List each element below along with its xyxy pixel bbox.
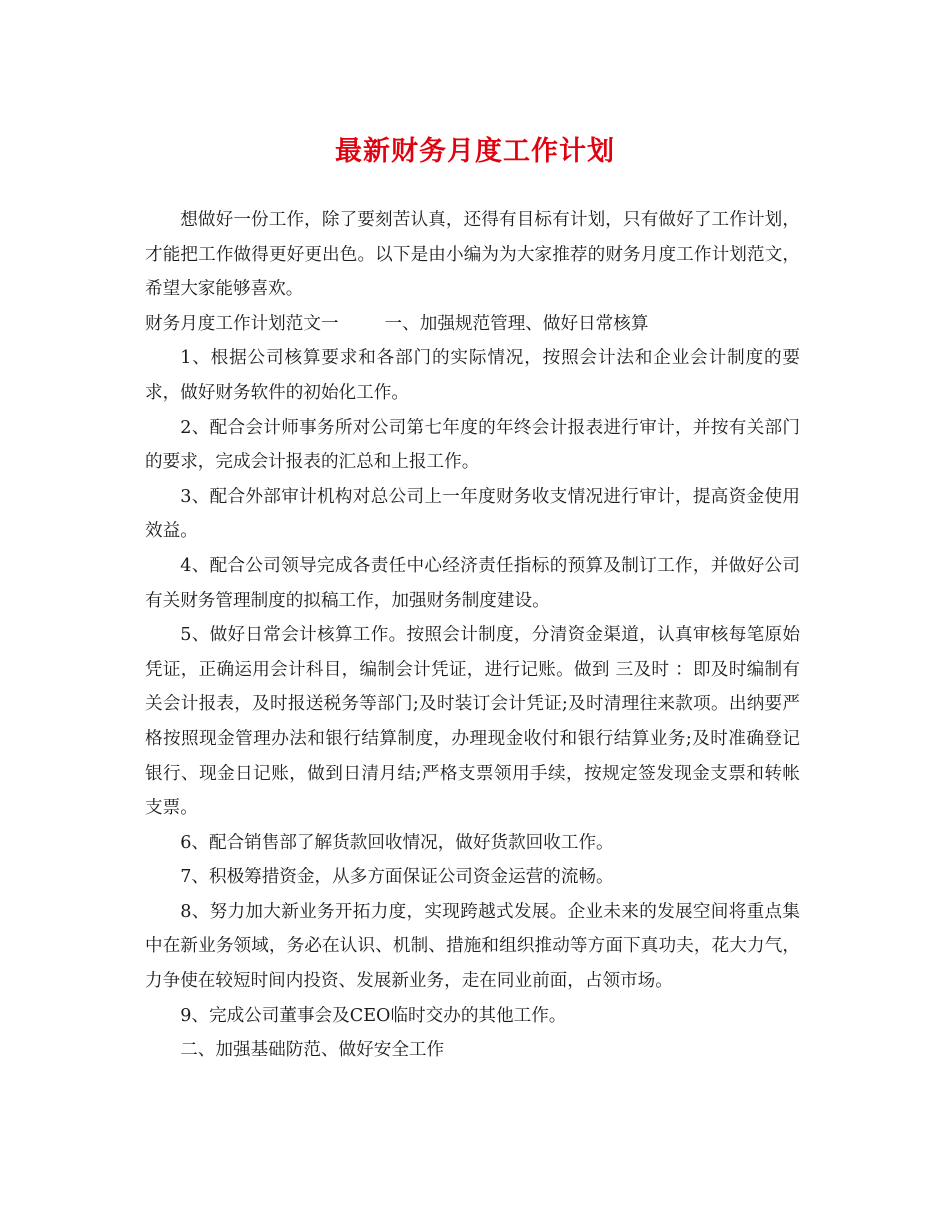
document-body: [145, 203, 800, 1068]
list-item-8: 8、努力加大新业务开拓力度，实现跨越式发展。企业未来的发展空间将重点集中在新业务领域，务必在认识、机制、措施和组织推动等方面下真功夫，花大力气，力争使在较短时间内投资、发展新业务，走在同业前面，占领市场。: [145, 901, 800, 992]
intro-paragraph: 想做好一份工作，除了要刻苦认真，还得有目标有计划，只有做好了工作计划，才能把工作做得更好更出色。以下是由小编为为大家推荐的财务月度工作计划范文，希望大家能够喜欢。: [145, 210, 800, 300]
section-heading-one: 一、加强规范管理、做好日常核算: [384, 313, 649, 334]
section-heading-line: [145, 307, 800, 342]
list-item-6: 6、配合销售部了解货款回收情况，做好货款回收工作。: [180, 832, 614, 853]
section-heading-two: 二、加强基础防范、做好安全工作: [180, 1040, 445, 1061]
list-item-5: 5、做好日常会计核算工作。按照会计制度，分清资金渠道，认真审核每笔原始凭证，正确运用会计科目，编制会计凭证，进行记账。做到 三及时 ：即及时编制有关会计报表，及时报送税务等部门;及时装订会计凭证;及时清理往来款项。出纳要严格按照现金管理办法和银行结算制度，办理现金收付和银行结算业务;及时准确登记银行、现金日记账，做到日清月结;严格支票领用手续，按规定签发现金支票和转帐支票。: [145, 625, 800, 819]
section-label: 财务月度工作计划范文一: [145, 313, 339, 334]
list-item-3: 3、配合外部审计机构对总公司上一年度财务收支情况进行审计，提高资金使用效益。: [145, 486, 800, 542]
list-item-7: 7、积极筹措资金，从多方面保证公司资金运营的流畅。: [180, 867, 614, 888]
list-item-9: 9、完成公司董事会及CEO临时交办的其他工作。: [180, 1005, 567, 1026]
document-title: 最新财务月度工作计划: [335, 136, 615, 167]
list-item-2: 2、配合会计师事务所对公司第七年度的年终会计报表进行审计，并按有关部门的要求，完成会计报表的汇总和上报工作。: [145, 417, 800, 473]
list-item-1: 1、根据公司核算要求和各部门的实际情况，按照会计法和企业会计制度的要求，做好财务软件的初始化工作。: [145, 348, 800, 403]
list-item-4: 4、配合公司领导完成各责任中心经济责任指标的预算及制订工作，并做好公司有关财务管理制度的拟稿工作，加强财务制度建设。: [145, 555, 800, 611]
